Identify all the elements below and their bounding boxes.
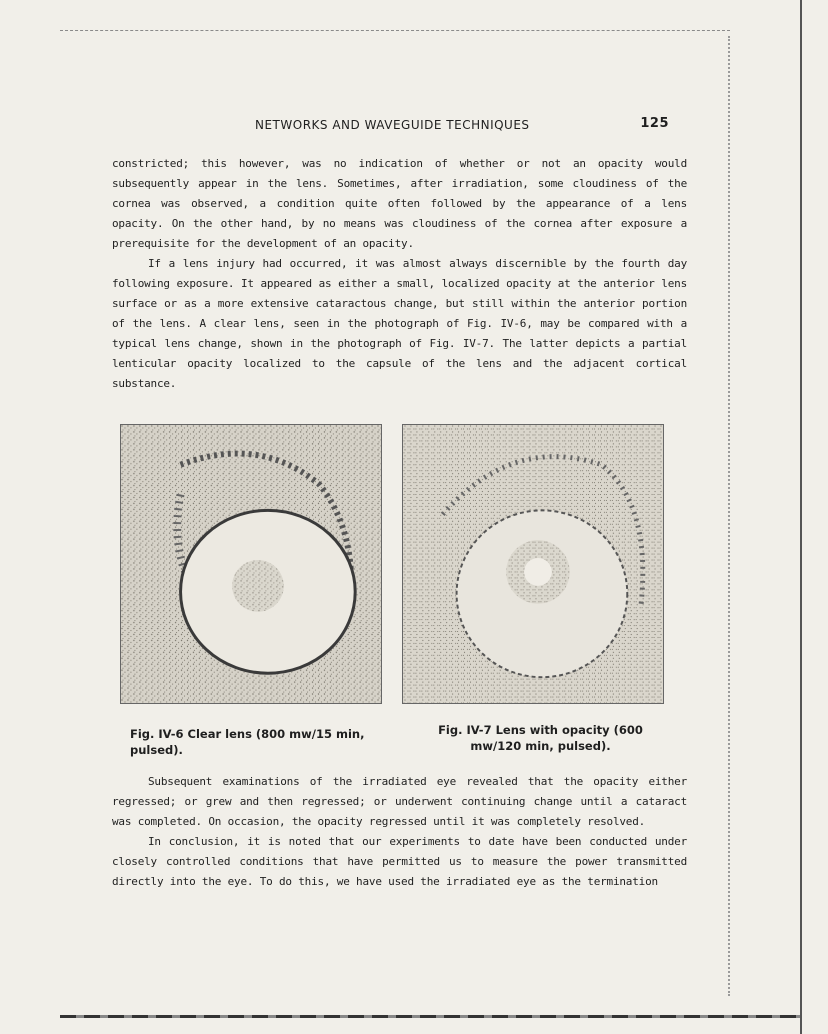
running-title: NETWORKS AND WAVEGUIDE TECHNIQUES: [255, 118, 530, 132]
scan-edge-top: [60, 30, 730, 32]
paragraph-4: In conclusion, it is noted that our experiments to date have been conducted under closely controlled conditions that have permitted us to measure the power transmitted directly into the eye. To do this, we have used the irradiated eye as the termination: [112, 835, 687, 888]
lens-opacity-photo: [402, 424, 664, 704]
page-header: [110, 116, 685, 136]
page-number: 125: [640, 116, 669, 131]
paragraph-3: Subsequent examinations of the irradiated eye revealed that the opacity either regressed; or grew and then regressed; or underwent continuing change until a cataract was completed. On occasion, the opacity regressed until it was completely resolved.: [112, 775, 687, 828]
paragraph-2: If a lens injury had occurred, it was almost always discernible by the fourth day following exposure. It appeared as either a small, localized opacity at the anterior lens surface or as a more extensive cataractous change, but still within the anterior portion of the lens. A clear lens, seen in the photograph of Fig. IV-6, may be compared with a typical lens change, shown in the photograph of Fig. IV-7. The latter depicts a partial lenticular opacity localized to the capsule of the lens and the adjacent cortical substance.: [112, 257, 687, 390]
paragraph-1: constricted; this however, was no indication of whether or not an opacity would subsequently appear in the lens. Sometimes, after irradiation, some cloudiness of the cornea was observed, a condition quite often followed by the appearance of a lens opacity. On the other hand, by no means was cloudiness of the cornea after exposure a prerequisite for the development of an opacity.: [112, 157, 687, 250]
scan-edge-far: [800, 0, 803, 1034]
caption-fig-iv-6: Fig. IV-6 Clear lens (800 mw/15 min, pulsed).: [130, 727, 365, 757]
caption-fig-iv-7: Fig. IV-7 Lens with opacity (600 mw/120 min, pulsed).: [438, 723, 643, 753]
clear-lens-photo: [120, 424, 382, 704]
figure-clear-lens: [120, 424, 382, 704]
figure-lens-opacity: [402, 424, 664, 704]
scan-edge-right: [728, 36, 731, 996]
scan-bottom-edge: [60, 1015, 800, 1018]
